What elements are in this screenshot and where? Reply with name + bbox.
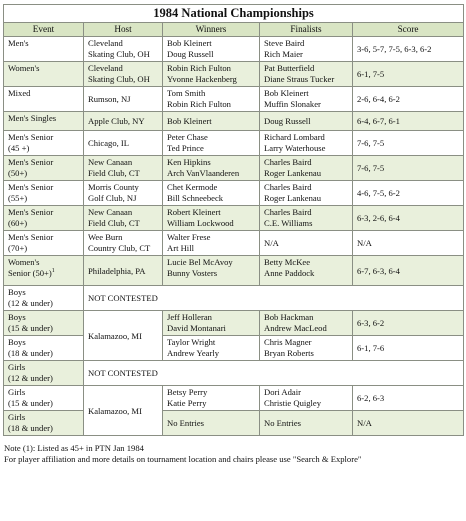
table-row	[4, 361, 464, 386]
search-explore-note: For player affiliation and more details on tournament location and chairs please use "Search & Explore"	[4, 453, 362, 464]
finalists-cell: Richard Lombard Larry Waterhouse	[260, 131, 353, 156]
host-cell: Cleveland Skating Club, OH	[84, 62, 163, 87]
winners-cell: Robin Rich Fulton Yvonne Hackenberg	[163, 62, 260, 87]
host-cell: Philadelphia, PA	[84, 256, 163, 286]
host-cell: Kalamazoo, MI	[84, 386, 163, 436]
winners-cell: Jeff Holleran David Montanari	[163, 311, 260, 336]
host-cell: Wee Burn Country Club, CT	[84, 231, 163, 256]
score-cell: 6-3, 6-2	[353, 311, 464, 336]
event-cell: Men's Singles	[4, 112, 84, 131]
host-cell: Morris County Golf Club, NJ	[84, 181, 163, 206]
table-row	[4, 231, 464, 256]
header-winners: Winners	[163, 23, 260, 37]
score-cell: N/A	[353, 231, 464, 256]
winners-cell: Robert Kleinert William Lockwood	[163, 206, 260, 231]
finalists-cell: Betty McKee Anne Paddock	[260, 256, 353, 286]
finalists-cell: Charles Baird Roger Lankenau	[260, 156, 353, 181]
table-row	[4, 62, 464, 87]
table-row	[4, 87, 464, 112]
host-cell: New Canaan Field Club, CT	[84, 206, 163, 231]
table-row	[4, 286, 464, 311]
finalists-cell: Dori Adair Christie Quigley	[260, 386, 353, 411]
header-host: Host	[84, 23, 163, 37]
finalists-cell: Bob Kleinert Muffin Slonaker	[260, 87, 353, 112]
winners-cell: No Entries	[163, 411, 260, 436]
score-cell: 6-4, 6-7, 6-1	[353, 112, 464, 131]
score-cell: 4-6, 7-5, 6-2	[353, 181, 464, 206]
event-cell: Men's Senior (50+)	[4, 156, 84, 181]
footnote-1: Note (1): Listed as 45+ in PTN Jan 1984	[4, 443, 144, 453]
host-cell: New Canaan Field Club, CT	[84, 156, 163, 181]
championships-document	[3, 4, 463, 464]
score-cell: N/A	[353, 411, 464, 436]
event-cell: Men's Senior (70+)	[4, 231, 84, 256]
footnotes	[3, 443, 463, 464]
results-table	[3, 4, 464, 436]
finalists-cell: Chris Magner Bryan Roberts	[260, 336, 353, 361]
table-row	[4, 181, 464, 206]
winners-cell: Walter Frese Art Hill	[163, 231, 260, 256]
finalists-cell: Bob Hackman Andrew MacLeod	[260, 311, 353, 336]
score-cell: 2-6, 6-4, 6-2	[353, 87, 464, 112]
table-row	[4, 156, 464, 181]
score-cell: 7-6, 7-5	[353, 131, 464, 156]
header-event: Event	[4, 23, 84, 37]
host-cell: Kalamazoo, MI	[84, 311, 163, 361]
winners-cell: Betsy Perry Katie Perry	[163, 386, 260, 411]
event-cell: Women's	[4, 62, 84, 87]
event-cell: Girls (15 & under)	[4, 386, 84, 411]
score-cell: 3-6, 5-7, 7-5, 6-3, 6-2	[353, 37, 464, 62]
event-cell: Boys (18 & under)	[4, 336, 84, 361]
winners-cell: Taylor Wright Andrew Yearly	[163, 336, 260, 361]
score-cell: 6-3, 2-6, 6-4	[353, 206, 464, 231]
finalists-cell: Charles Baird C.E. Williams	[260, 206, 353, 231]
not-contested-cell: NOT CONTESTED	[84, 286, 464, 311]
table-row	[4, 386, 464, 411]
winners-cell: Chet Kermode Bill Schneebeck	[163, 181, 260, 206]
event-cell: Girls (18 & under)	[4, 411, 84, 436]
winners-cell: Bob Kleinert	[163, 112, 260, 131]
winners-cell: Ken Hipkins Arch VanVlaanderen	[163, 156, 260, 181]
finalists-cell: Charles Baird Roger Lankenau	[260, 181, 353, 206]
table-row	[4, 37, 464, 62]
event-cell: Men's Senior (60+)	[4, 206, 84, 231]
score-cell: 6-1, 7-5	[353, 62, 464, 87]
table-row	[4, 256, 464, 286]
event-cell: Men's	[4, 37, 84, 62]
host-cell: Rumson, NJ	[84, 87, 163, 112]
finalists-cell: Pat Butterfield Diane Straus Tucker	[260, 62, 353, 87]
finalists-cell: Steve Baird Rich Maier	[260, 37, 353, 62]
table-title: 1984 National Championships	[4, 5, 464, 23]
header-row	[4, 23, 464, 37]
table-row	[4, 206, 464, 231]
winners-cell: Tom Smith Robin Rich Fulton	[163, 87, 260, 112]
score-cell: 6-7, 6-3, 6-4	[353, 256, 464, 286]
footnote-marker: 1	[51, 267, 55, 274]
youth-rows	[4, 286, 464, 436]
event-cell: Men's Senior (55+)	[4, 181, 84, 206]
event-cell: Boys (15 & under)	[4, 311, 84, 336]
winners-cell: Bob Kleinert Doug Russell	[163, 37, 260, 62]
table-row	[4, 112, 464, 131]
finalists-cell: N/A	[260, 231, 353, 256]
not-contested-cell: NOT CONTESTED	[84, 361, 464, 386]
host-cell: Chicago, IL	[84, 131, 163, 156]
host-cell: Cleveland Skating Club, OH	[84, 37, 163, 62]
header-finalists: Finalists	[260, 23, 353, 37]
score-cell: 7-6, 7-5	[353, 156, 464, 181]
winners-cell: Lucie Bel McAvoy Bunny Vosters	[163, 256, 260, 286]
main-rows	[4, 37, 464, 286]
event-cell: Women's Senior $(50+)^1$	[4, 256, 84, 286]
finalists-cell: Doug Russell	[260, 112, 353, 131]
score-cell: 6-1, 7-6	[353, 336, 464, 361]
event-cell: Men's Senior (45 +)	[4, 131, 84, 156]
event-cell: Mixed	[4, 87, 84, 112]
event-cell: Girls (12 & under)	[4, 361, 84, 386]
table-row	[4, 311, 464, 336]
score-cell: 6-2, 6-3	[353, 386, 464, 411]
finalists-cell: No Entries	[260, 411, 353, 436]
event-cell: Boys (12 & under)	[4, 286, 84, 311]
table-row	[4, 336, 464, 361]
table-row	[4, 131, 464, 156]
table-row	[4, 411, 464, 436]
header-score: Score	[353, 23, 464, 37]
winners-cell: Peter Chase Ted Prince	[163, 131, 260, 156]
host-cell: Apple Club, NY	[84, 112, 163, 131]
